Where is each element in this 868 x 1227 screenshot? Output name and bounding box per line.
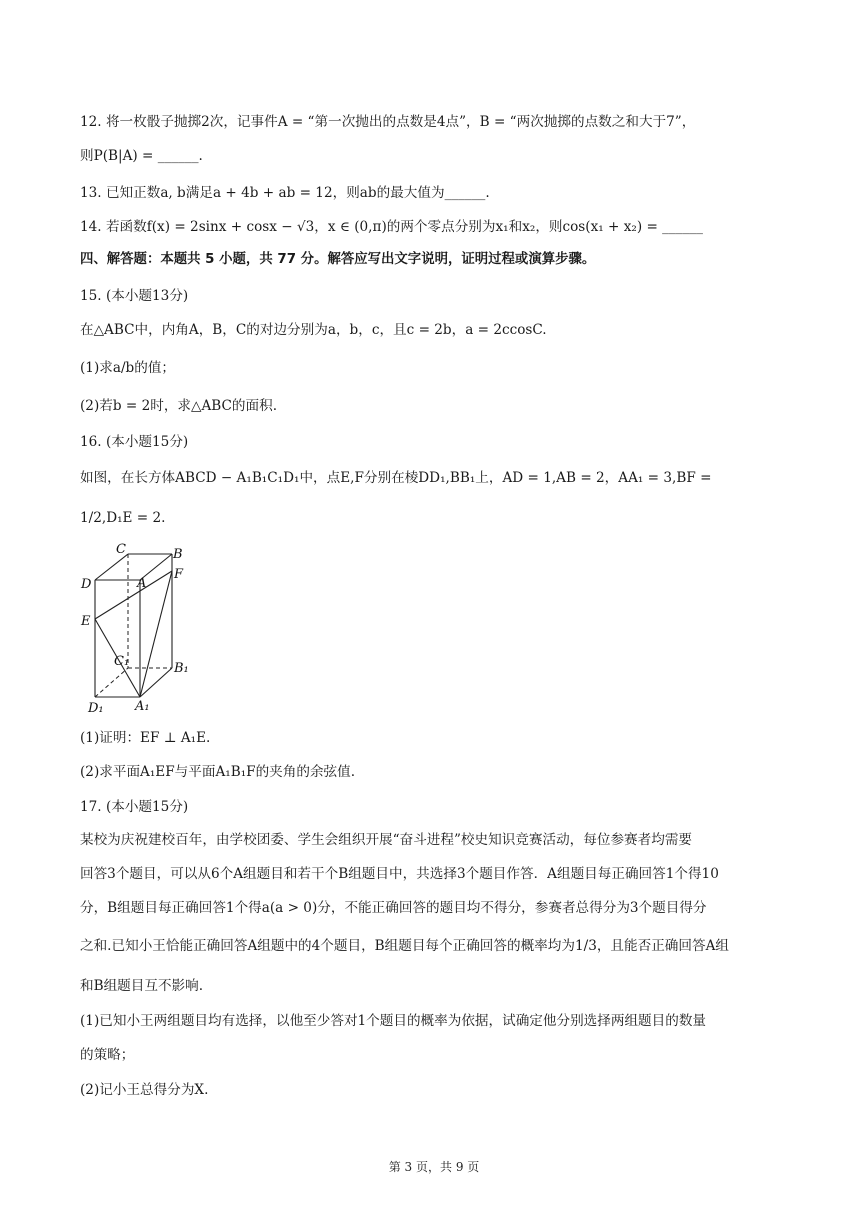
q15-stem: 在△ABC中，内角A，B，C的对边分别为a，b，c，且c = 2b，a = 2ccosC. [80,322,547,338]
q16-part2: (2)求平面A₁EF与平面A₁B₁F的夹角的余弦值. [80,764,356,780]
q17-part1-line2: 的策略； [80,1047,135,1063]
q15-part2: (2)若b = 2时，求△ABC的面积. [80,398,278,414]
label-f: F [174,567,184,582]
label-b: B [173,547,183,562]
q12-line2: 则P(B|A) = ______. [80,148,203,164]
label-d1: D₁ [88,701,104,715]
q12-line1: 12. 将一枚骰子抛掷2次，记事件A = “第一次抛出的点数是4点”，B = “两次抛掷的点数之和大于7”， [80,114,696,130]
q17-title: 17. (本小题15分) [80,799,189,815]
q16-stem-line2: 1/2,D₁E = 2. [80,510,166,526]
q16-title: 16. (本小题15分) [80,434,189,450]
q17-stem-line1: 某校为庆祝建校百年，由学校团委、学生会组织开展“奋斗进程”校史知识竞赛活动，每位参赛者均需要 [80,832,693,848]
label-a1: A₁ [135,699,150,714]
section-heading: 四、解答题：本题共 5 小题，共 77 分。解答应写出文字说明，证明过程或演算步骤。 [80,252,596,267]
page-footer: 第 3 页，共 9 页 [388,1160,480,1174]
q15-title: 15. (本小题13分) [80,288,189,304]
label-b1: B₁ [174,661,189,676]
q17-stem-line2: 回答3个题目，可以从6个A组题目和若干个B组题目中，共选择3个题目作答．A组题目每正确回答1个得10 [80,866,719,882]
q14: 14. 若函数f(x) = 2sinx + cosx − √3，x ∈ (0,π)的两个零点分别为x₁和x₂，则cos(x₁ + x₂) = ______ [80,219,703,235]
q16-stem-line1: 如图，在长方体ABCD − A₁B₁C₁D₁中，点E,F分别在棱DD₁,BB₁上，AD = 1,AB = 2，AA₁ = 3,BF = [80,470,712,486]
q17-part1-line1: (1)已知小王两组题目均有选择，以他至少答对1个题目的概率为依据，试确定他分别选择两组题目的数量 [80,1013,707,1029]
q17-stem-line5: 和B组题目互不影响. [80,978,204,994]
q16-part1: (1)证明：EF ⊥ A₁E. [80,730,211,746]
label-c: C [116,542,126,557]
cuboid-figure [76,540,206,715]
label-e: E [81,614,91,629]
q17-part2: (2)记小王总得分为X. [80,1082,209,1098]
label-d: D [81,577,92,592]
q13: 13. 已知正数a, b满足a + 4b + ab = 12，则ab的最大值为______. [80,185,490,201]
label-a: A [137,576,147,591]
q17-stem-line4: 之和.已知小王恰能正确回答A组题中的4个题目，B组题目每个正确回答的概率均为1/3，且能否正确回答A组 [80,938,729,954]
label-c1: C₁ [114,654,130,669]
q15-part1: (1)求a/b的值； [80,360,176,376]
q17-stem-line3: 分，B组题目每正确回答1个得a(a > 0)分，不能正确回答的题目均不得分，参赛者总得分为3个题目得分 [80,900,707,916]
